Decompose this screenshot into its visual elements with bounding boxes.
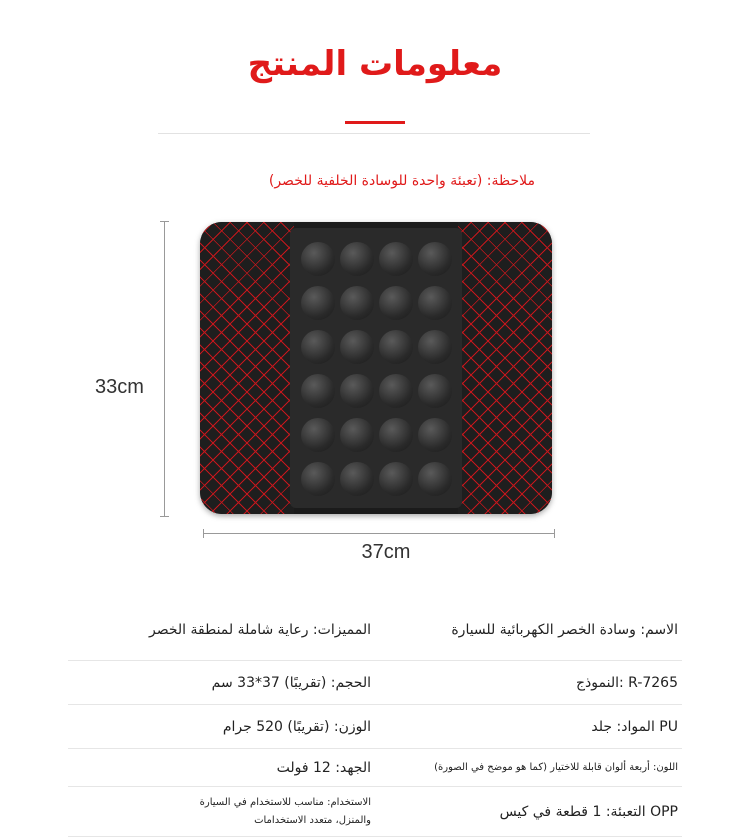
spec-row <box>68 599 682 661</box>
spec-model: R-7265 :النموذج <box>576 674 678 691</box>
spec-voltage: الجهد: 12 فولت <box>276 759 371 776</box>
massage-nub <box>418 330 452 364</box>
massage-nub <box>379 330 413 364</box>
massage-nub <box>418 242 452 276</box>
massage-nub <box>340 330 374 364</box>
massage-nub <box>301 242 335 276</box>
spec-usage <box>68 787 375 836</box>
massage-nub <box>301 330 335 364</box>
massage-nub <box>379 286 413 320</box>
massage-nub <box>301 286 335 320</box>
quilted-side-left <box>200 222 294 514</box>
packaging-note: ملاحظة: (تعبئة واحدة للوسادة الخلفية للخصر) <box>268 173 535 189</box>
massage-nub <box>418 418 452 452</box>
massage-nub <box>301 462 335 496</box>
width-dimension-line <box>203 533 555 534</box>
spec-table <box>68 599 682 837</box>
spec-usage-line2: والمنزل، متعدد الاستخدامات <box>254 814 371 826</box>
spec-usage-line1: الاستخدام: مناسب للاستخدام في السيارة <box>199 796 371 808</box>
spec-color: اللون: أربعة ألوان قابلة للاختيار (كما هو موضح في الصورة) <box>434 762 678 773</box>
product-image <box>200 222 552 514</box>
spec-row <box>68 787 682 837</box>
page-title: معلومات المنتج <box>247 44 503 84</box>
massage-nub <box>301 374 335 408</box>
massage-nub <box>340 286 374 320</box>
width-label: 37cm <box>361 541 411 563</box>
massage-nub <box>379 374 413 408</box>
massage-nub <box>418 374 452 408</box>
massage-nub <box>340 418 374 452</box>
massage-nub <box>418 462 452 496</box>
massage-nub <box>418 286 452 320</box>
massage-nub <box>340 462 374 496</box>
title-underline <box>345 121 405 124</box>
spec-size: الحجم: (تقريبًا) 37*33 سم <box>211 674 371 691</box>
spec-row <box>68 661 682 705</box>
spec-features: المميزات: رعاية شاملة لمنطقة الخصر <box>148 621 371 638</box>
spec-weight: الوزن: (تقريبًا) 520 جرام <box>222 718 371 735</box>
massage-nub <box>340 374 374 408</box>
massage-nub <box>340 242 374 276</box>
massage-nub <box>379 462 413 496</box>
spec-material: PU المواد: جلد <box>591 718 678 735</box>
massage-nub <box>379 418 413 452</box>
height-label: 33cm <box>95 376 144 398</box>
spec-row <box>68 705 682 749</box>
massage-panel <box>290 228 462 508</box>
quilted-side-right <box>458 222 552 514</box>
massage-nub <box>379 242 413 276</box>
spec-row <box>68 749 682 787</box>
massage-nub <box>301 418 335 452</box>
height-dimension-line <box>164 221 165 517</box>
spec-name: الاسم: وسادة الخصر الكهربائية للسيارة <box>451 621 678 638</box>
spec-packaging: OPP التعبئة: 1 قطعة في كيس <box>499 803 678 820</box>
divider <box>158 133 590 134</box>
